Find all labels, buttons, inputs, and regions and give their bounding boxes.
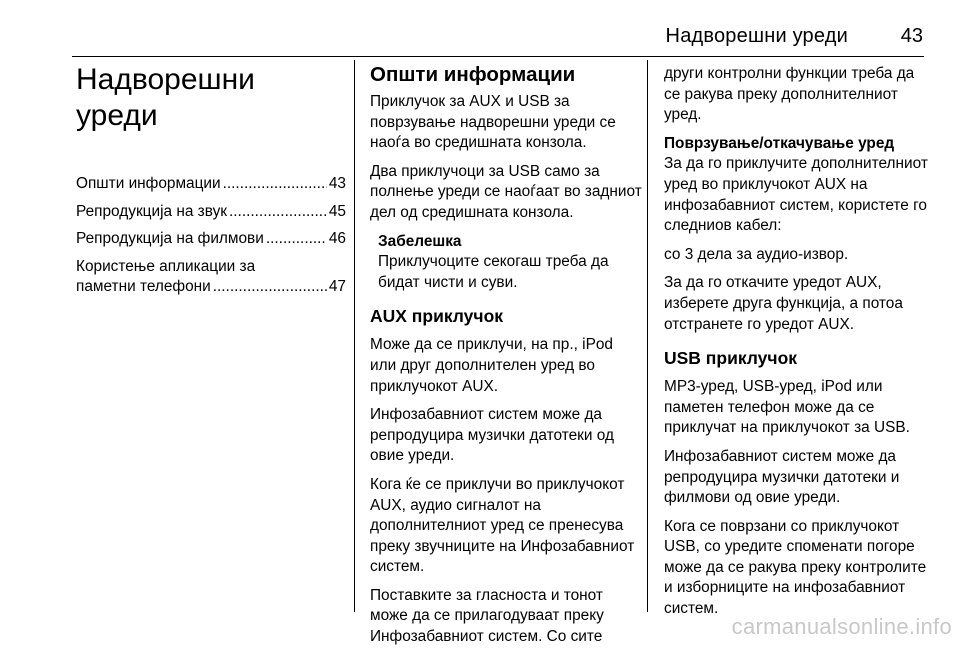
column-1 (76, 62, 346, 305)
paragraph: Приклучок за AUX и USB за поврзување надворешни уреди се наоѓа во средишната конзола. (370, 93, 616, 152)
toc-label: Репродукција на филмови (76, 230, 264, 248)
toc-item[interactable] (76, 257, 346, 298)
toc-item[interactable] (76, 202, 346, 223)
paragraph: Може да се приклучи, на пр., iPod или друг дополнителен уред во приклучокот AUX. (370, 336, 613, 395)
toc-item[interactable] (76, 174, 346, 195)
note-body: Приклучоците секогаш треба да бидат чисти и суви. (378, 253, 609, 291)
paragraph: За да го откачите уредот AUX, изберете друга функција, а потоа отстранете го уредот AUX. (664, 274, 903, 333)
toc-label: Општи информации (76, 175, 221, 192)
running-title: Надворешни уреди (665, 25, 848, 47)
toc-leader (213, 277, 327, 298)
subheading-connect: Поврзување/откачување уред (664, 134, 895, 152)
section-heading-aux: AUX приклучок (370, 306, 504, 327)
paragraph: Инфозабавниот систем може да репродуцира музички датотеки од овие уреди. (370, 406, 614, 465)
toc-leader (266, 229, 327, 250)
paragraph: со 3 дела за аудио-извор. (664, 245, 849, 263)
paragraph: Два приклучоци за USB само за полнење уреди се наоѓаат во задниот дел од средишната конзола. (370, 162, 642, 221)
paragraph: други контролни функции треба да се ракува преку дополнителниот уред. (664, 65, 915, 124)
paragraph: За да го приклучите дополнителниот уред во приклучокот AUX на инфозабавниот систем, користете го следниов кабел: (664, 155, 928, 235)
toc-label: Репродукција на звук (76, 202, 227, 220)
page-number: 43 (900, 25, 923, 47)
paragraph: Кога се поврзани со приклучокот USB, со уредите споменати погоре може да се ракува преку контролите и изборниците на инфозабавниот систем. (664, 517, 927, 618)
toc-item[interactable] (76, 229, 346, 250)
toc-leader (223, 174, 327, 195)
table-of-contents (76, 174, 346, 298)
column-divider-2 (647, 60, 648, 612)
column-3 (664, 64, 929, 628)
paragraph: Поставките за гласноста и тонот може да се прилагодуваат преку Инфозабавниот систем. Со сите (370, 586, 604, 646)
note-box (378, 232, 642, 294)
chapter-title (76, 62, 346, 134)
chapter-title-line2: уреди (76, 99, 158, 132)
note-heading: Забелешка (378, 232, 462, 250)
section-heading-usb: USB приклучок (664, 348, 798, 369)
header-rule (72, 56, 924, 57)
toc-label: Користење апликации за (76, 257, 256, 275)
toc-page: 43 (328, 175, 346, 192)
toc-label: паметни телефони (76, 278, 211, 296)
toc-page: 45 (328, 202, 346, 220)
page-header (0, 0, 960, 60)
toc-page: 46 (328, 230, 346, 248)
toc-leader (229, 202, 327, 223)
section-heading-general: Општи информации (370, 63, 576, 86)
chapter-title-line1: Надворешни (76, 63, 255, 96)
paragraph: MP3-уред, USB-уред, iPod или паметен телефон може да се приклучат на приклучокот за USB. (664, 378, 910, 437)
watermark: carmanualsonline.info (731, 614, 952, 639)
column-2 (370, 62, 642, 656)
paragraph: Инфозабавниот систем може да репродуцира музички датотеки и филмови од овие уреди. (664, 447, 900, 507)
column-divider-1 (354, 60, 355, 612)
toc-page: 47 (328, 278, 346, 296)
paragraph: Кога ќе се приклучи во приклучокот AUX, аудио сигналот на дополнителниот уред се пренесува преку звучниците на Инфозабавниот систем. (370, 475, 635, 576)
